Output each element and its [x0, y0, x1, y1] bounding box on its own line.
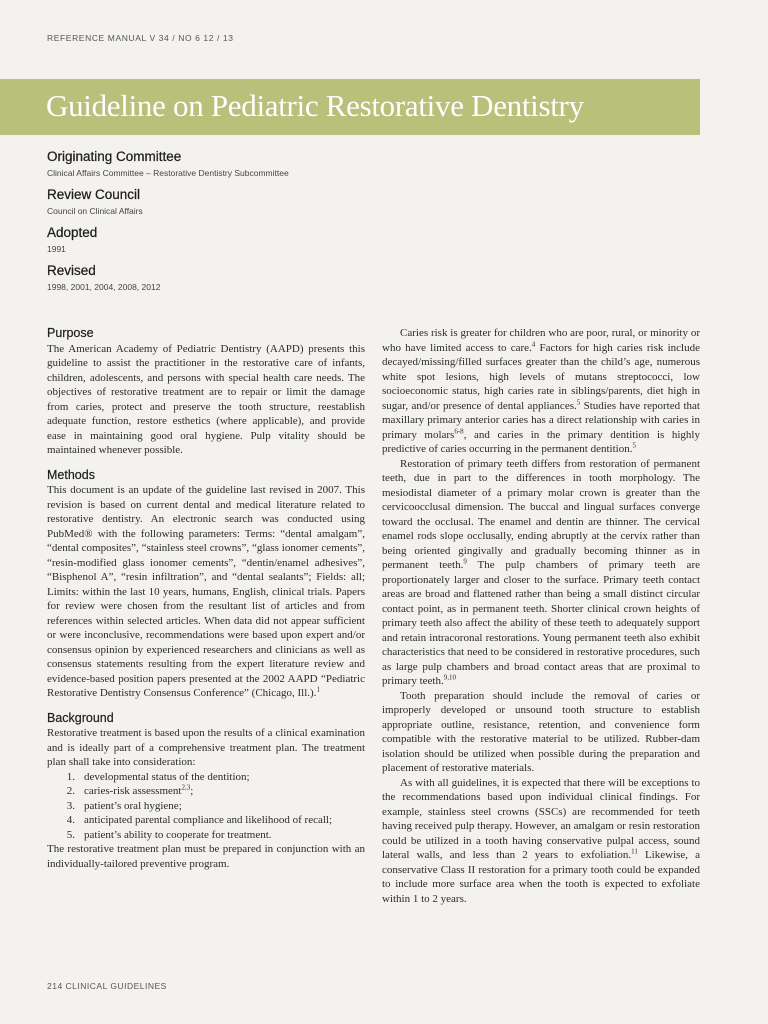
list-item: [47, 828, 365, 843]
meta-value: Council on Clinical Affairs: [47, 206, 143, 216]
list-number: 3.: [66, 799, 75, 812]
list-text-punct: ;: [190, 785, 194, 797]
list-item: [47, 770, 365, 785]
background-section: [47, 711, 365, 872]
meta-heading: Originating Committee: [47, 149, 182, 164]
text: , and caries in the primary dentition is highly predictive of caries occurring in the permanent dentition.: [382, 428, 700, 455]
list-number: 1.: [66, 770, 75, 783]
list-text: anticipated parental compliance and likelihood of recall;: [84, 814, 333, 826]
meta-adopted: [47, 225, 97, 254]
meta-originating-committee: [47, 149, 289, 178]
methods-heading: Methods: [47, 467, 95, 482]
text: Studies have reported that maxillary primary anterior caries has a direct relationship with caries in primary molars: [382, 399, 700, 441]
citation: 5: [576, 397, 581, 406]
meta-value: Clinical Affairs Committee – Restorative Dentistry Subcommittee: [47, 168, 289, 178]
paragraph-caries-risk: [382, 326, 700, 457]
text: Likewise, a conservative Class II restoration for a primary tooth could be expanded to include more surface area when the tooth is expected to exfoliate within 1 to 2 years.: [382, 849, 700, 905]
paragraph-tooth-preparation: Tooth preparation should include the removal of caries or improperly developed or unsound tooth structure to establish appropriate outline, resistance, retention, and convenience form compatible with the restorative material to be utilized. Rubber-dam isolation should be utilized when possible during the preparation and placement of restorative materials.: [382, 689, 700, 774]
text: Caries risk is greater for children who are poor, rural, or minority or who have limited access to care.: [382, 327, 700, 354]
text: Factors for high caries risk include decayed/missing/filled surfaces greater than the child’s age, numerous white spot lesions, high levels of mutans streptococci, low socioeconomic status, high caries rate in siblings/parents, diet high in sugar, and/or presence of dental appliances.: [382, 341, 700, 412]
page-footer: 214 CLINICAL GUIDELINES: [47, 981, 167, 991]
list-number: 2.: [66, 785, 75, 797]
meta-heading: Adopted: [47, 225, 98, 240]
list-text: developmental status of the dentition;: [84, 770, 250, 783]
list-number: 4.: [66, 814, 75, 826]
list-text-body: caries-risk assessment: [84, 785, 182, 797]
meta-heading: Review Council: [47, 187, 141, 202]
running-header: REFERENCE MANUAL V 34 / NO 6 12 / 13: [47, 33, 234, 43]
page-title: Guideline on Pediatric Restorative Dentistry: [46, 88, 584, 123]
considerations-list: [47, 770, 365, 843]
citation: 5: [632, 441, 636, 450]
right-column: [382, 326, 700, 906]
citation: 11: [631, 847, 638, 856]
background-outro: The restorative treatment plan must be prepared in conjunction with an individually-tailored preventive program.: [47, 843, 365, 870]
citation: 4: [531, 339, 536, 348]
methods-body: This document is an update of the guideline last revised in 2007. This revision is based on current dental and medical literature related to restorative dentistry. An electronic search was conducted using PubMed® with the following parameters: Terms: “dental amalgam”, “dental composites”, “stainless steel crowns”, “glass ionomer cements”, “resin-modified glass ionomer cements”, “dentin/enamel adhesives”, “Bisphenol A”, “resin infiltration”, and “dental sealants”; Fields: all; Limits: within the last 10 years, humans, English, clinical trials. Papers for review were chosen from the resultant list of articles and from references within selected articles. When data did not appear sufficient or were inconclusive, recommendations were based upon expert and/or consensus opinion by experienced researchers and clinicians as well as consensus statements resulting from the expert literature review and evidence-based position papers presented at the 2002 AAPD “Pediatric Restorative Dentistry Consensus Conference” (Chicago, Ill.).: [47, 484, 365, 699]
citation: 9: [463, 557, 467, 566]
text: The pulp chambers of primary teeth are proportionately larger and closer to the surface. Primary teeth contact areas are broad and flattened rather than being a small distinct circular contact point, as in permanent teeth. Shorter clinical crown heights of primary teeth also affect the ability of these teeth to adequately support and retain intracoronal restorations. Young permanent teeth also exhibit characteristics that need to be considered in restorative procedures, such as large pulp chambers and broad contact areas that are proximal to primary teeth.: [382, 559, 700, 687]
text: Restoration of primary teeth differs from restoration of permanent teeth, due in part to the differences in tooth morphology. The mesiodistal diameter of a primary molar crown is greater than the cervicoocclusal dimension. The buccal and lingual surfaces converge toward the occlusal. The enamel and dentin are thinner. The cervical enamel rods slope occlusally, ending abruptly at the cervix rather than being oriented gingivally and gradually becoming thinner as in permanent teeth.: [382, 457, 700, 571]
background-heading: Background: [47, 710, 114, 725]
meta-heading: Revised: [47, 263, 96, 278]
meta-value: 1998, 2001, 2004, 2008, 2012: [47, 282, 161, 292]
citation: 1: [316, 685, 320, 694]
meta-value: 1991: [47, 244, 66, 254]
citation: 9,10: [443, 673, 456, 682]
methods-text: [47, 483, 365, 701]
methods-section: [47, 468, 365, 701]
text: As with all guidelines, it is expected that there will be exceptions to the recommendations based upon individual clinical findings. For example, stainless steel crowns (SSCs) are recommended for teeth having received pulp therapy. However, an amalgam or resin restoration could be utilized in a tooth having conservative pulpal access, sound lateral walls, and less than 2 years to exfoliation.: [382, 776, 700, 861]
background-intro: Restorative treatment is based upon the results of a clinical examination and is ideally part of a comprehensive treatment plan. The treatment plan shall take into consideration:: [47, 727, 365, 768]
list-item: [47, 784, 365, 799]
list-number: 5.: [66, 828, 75, 841]
list-text: [84, 784, 365, 799]
purpose-text: The American Academy of Pediatric Dentistry (AAPD) presents this guideline to assist the practitioner in the restorative care of infants, children, adolescents, and persons with special health care needs. The objectives of restorative treatment are to repair or limit the damage from caries, protect and preserve the tooth structure, reestablish adequate function, restore esthetics (where applicable), and provide ease in maintaining good oral hygiene. Pulp vitality should be maintained whenever possible.: [47, 342, 365, 456]
list-text: patient’s oral hygiene;: [84, 799, 182, 812]
meta-revised: [47, 263, 160, 292]
list-item: [47, 799, 365, 814]
citation: 6-8: [454, 426, 464, 435]
left-column: [47, 326, 365, 871]
list-item: [47, 813, 365, 828]
meta-review-council: [47, 187, 143, 216]
citation: 2,3: [181, 783, 191, 792]
list-text: patient’s ability to cooperate for treatment.: [84, 828, 272, 841]
purpose-heading: Purpose: [47, 326, 94, 340]
paragraph-exceptions: [382, 776, 700, 907]
paragraph-primary-teeth: [382, 457, 700, 689]
